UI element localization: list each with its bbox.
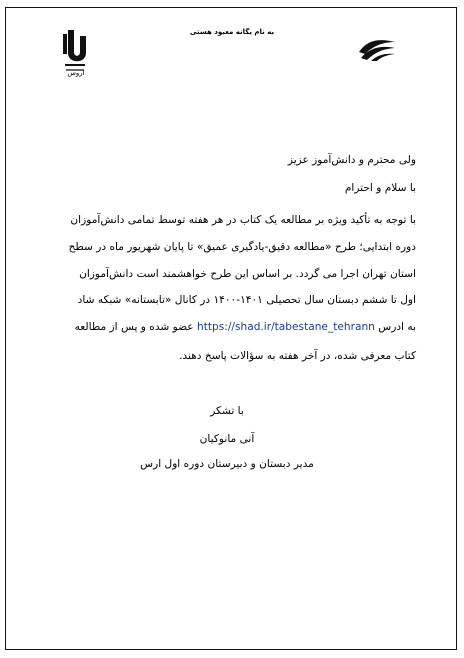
shad-channel-link[interactable]: https://shad.ir/tabestane_tehrann bbox=[197, 321, 375, 333]
body-line-4: اول تا ششم دبستان سال تحصیلی ۱۴۰۱-۱۴۰۰ در کانال «تابستانه» شبکه شاد bbox=[77, 294, 416, 306]
salutation-line-1: ولی محترم و دانش‌آموز عزیز bbox=[287, 154, 416, 166]
body-line-6: کتاب معرفی شده، در آخر هفته به سؤالات پاسخ دهند. bbox=[179, 350, 416, 362]
salutation-line-2: با سلام و احترام bbox=[344, 182, 416, 194]
body-line-2: دوره ابتدایی؛ طرح «مطالعه دقیق-یادگیری عمیق» تا پایان شهریور ماه در سطح bbox=[68, 241, 416, 253]
signature-name: آنی مانوکیان bbox=[199, 433, 255, 445]
body-line-1: با توجه به تأکید ویژه بر مطالعه یک کتاب در هر هفته توسط تمامی دانش‌آموزان bbox=[70, 214, 416, 226]
header-title: به نام یگانه معبود هستی bbox=[189, 28, 275, 36]
body-line-5-start: به ادرس bbox=[378, 321, 416, 333]
signature-title: مدیر دبستان و دبیرستان دوره اول ارس bbox=[140, 458, 314, 470]
signature-thanks: با تشکر bbox=[210, 405, 244, 417]
body-line-5-end: عضو شده و پس از مطالعه bbox=[74, 321, 194, 333]
body-line-5 bbox=[75, 321, 416, 333]
ribbon-logo-icon bbox=[357, 36, 397, 62]
body-line-3: استان تهران اجرا می گردد. بر اساس این طرح خواهشمند است دانش‌آموزان bbox=[79, 268, 416, 280]
logo-caption: اروس bbox=[67, 69, 85, 77]
